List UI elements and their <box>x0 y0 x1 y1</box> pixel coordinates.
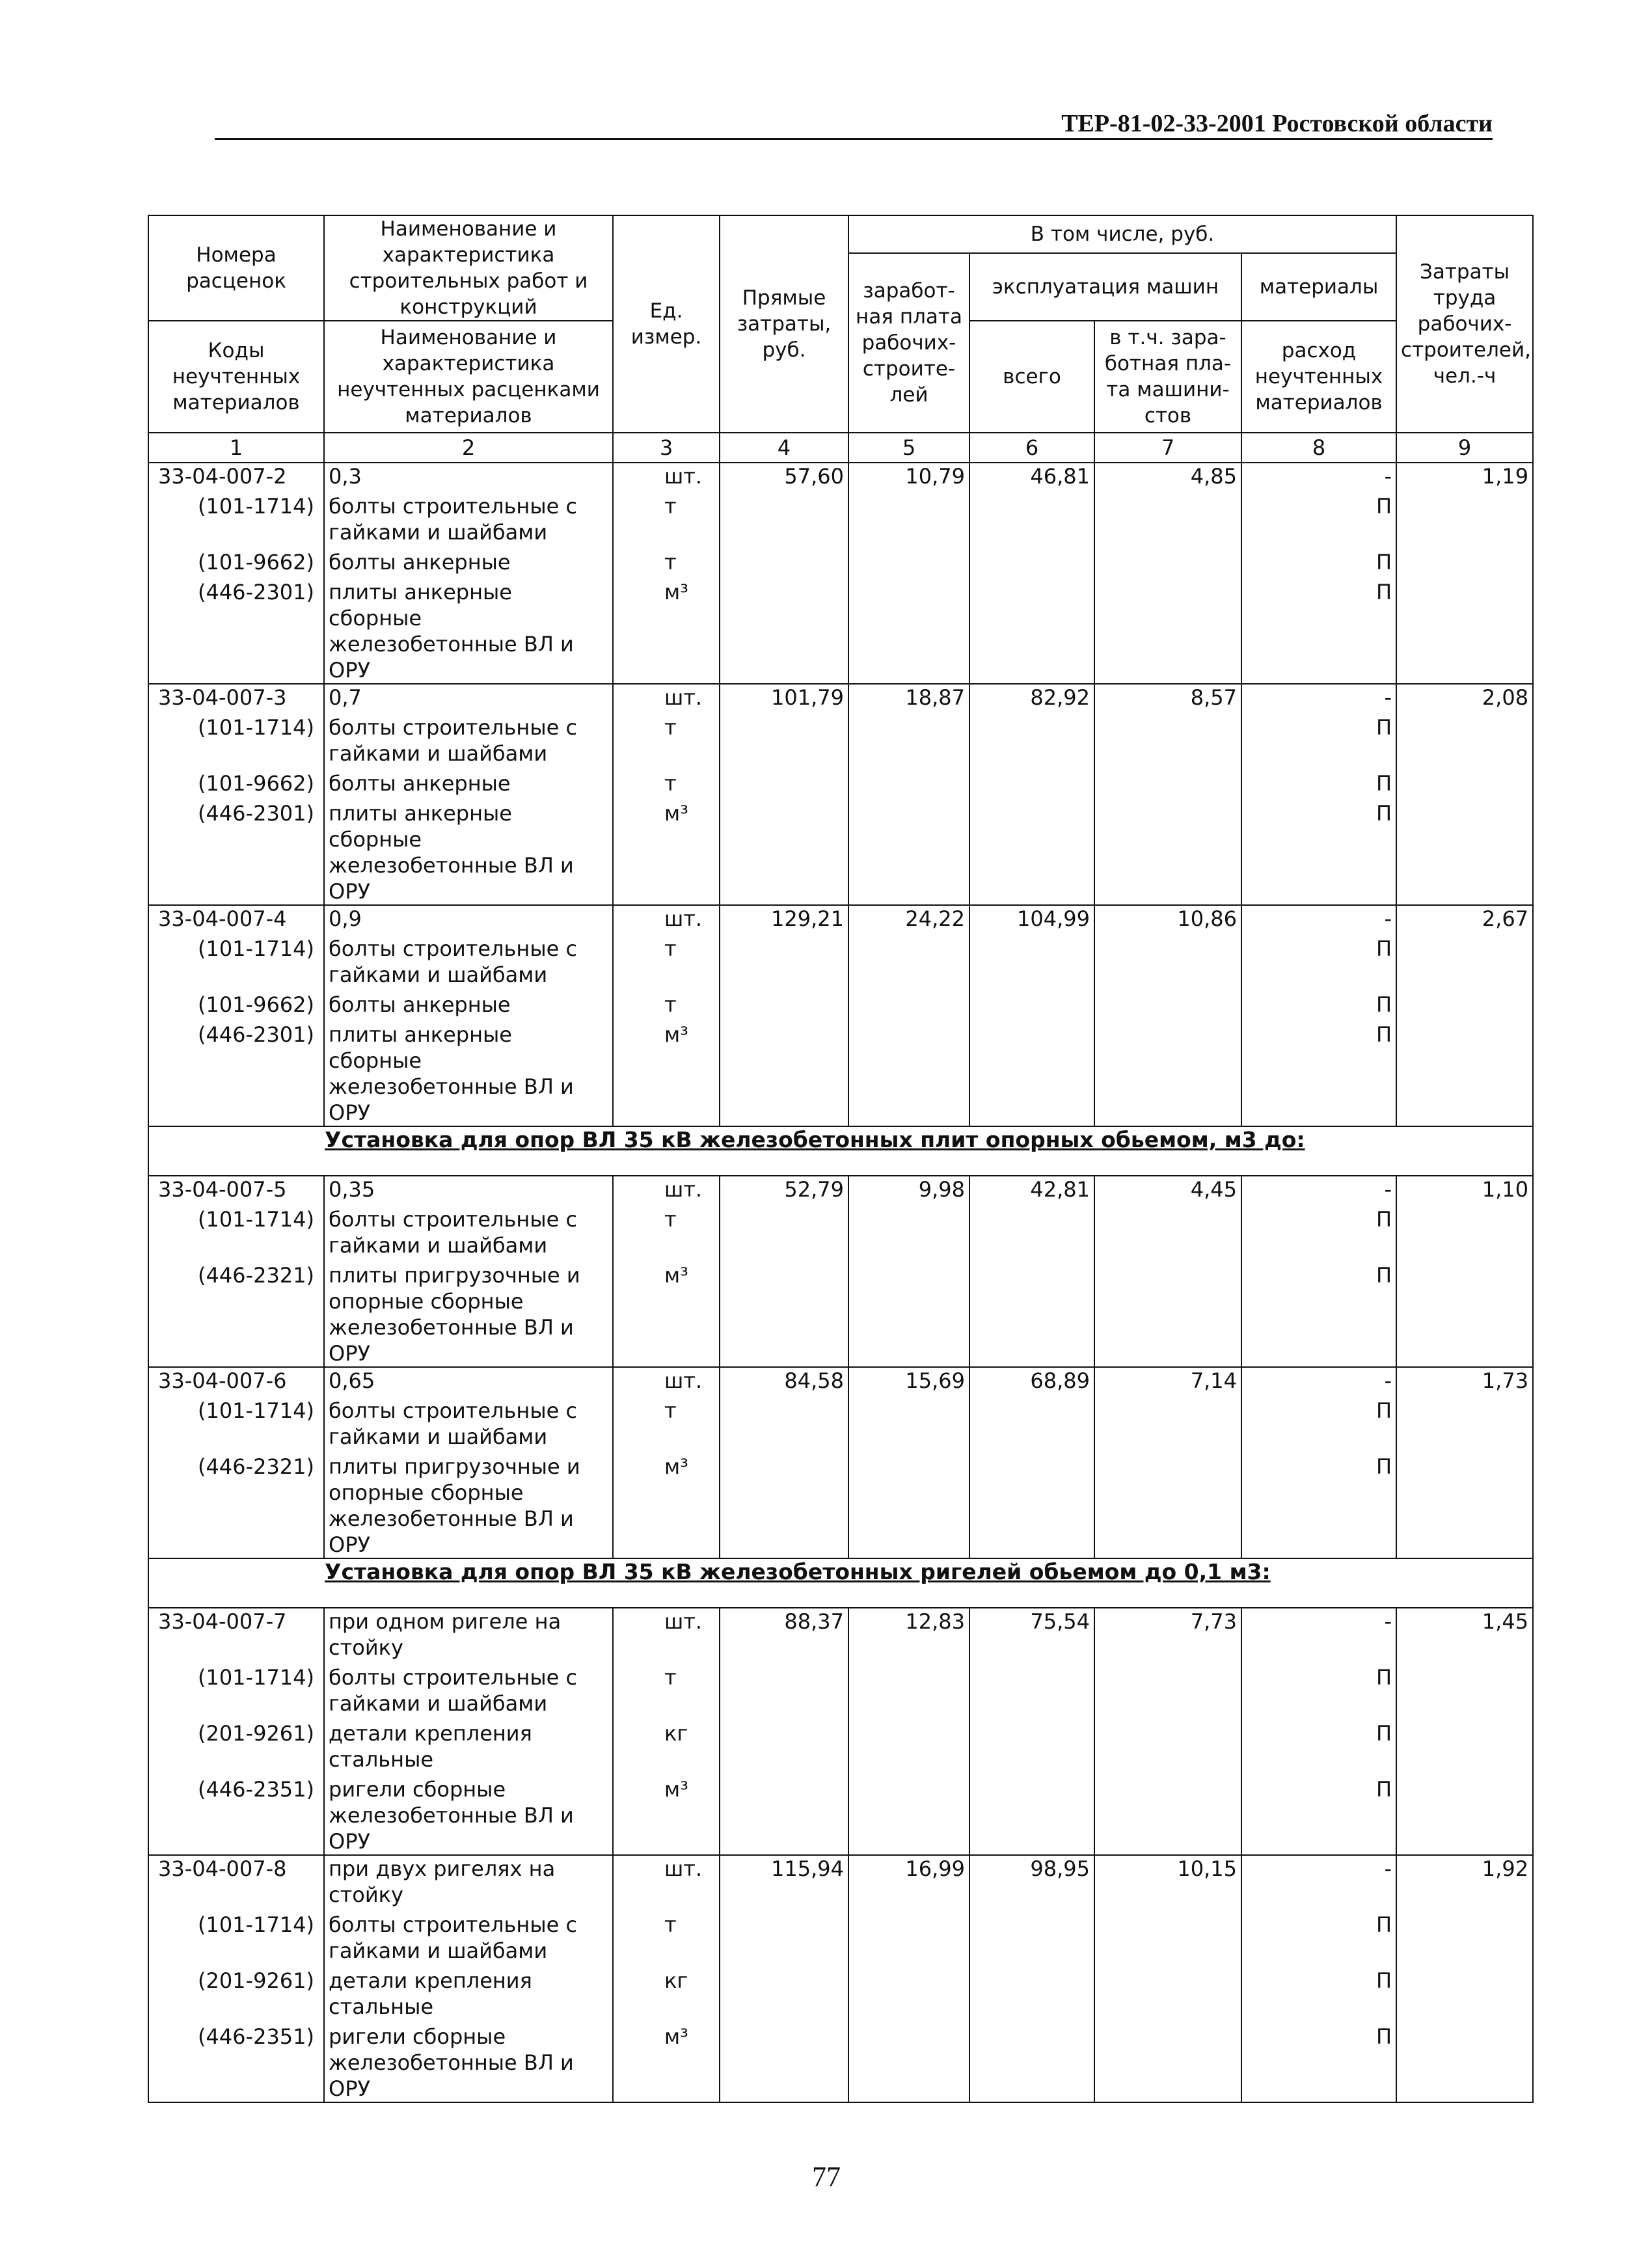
head-name-top: Наименование и характеристика строительных работ и конструкций <box>324 215 613 321</box>
name-cell: 0,3 <box>324 463 613 489</box>
wage-cell <box>848 1772 969 1855</box>
labor-cell <box>1396 2020 1533 2102</box>
material-row <box>148 711 1533 766</box>
rate-row <box>148 1608 1533 1661</box>
machinist-wage-cell <box>1094 1908 1241 1964</box>
name-cell: болты анкерные <box>324 545 613 575</box>
wage-cell <box>848 1908 969 1964</box>
labor-cell: 1,10 <box>1396 1176 1533 1202</box>
materials-cell: - <box>1241 463 1396 489</box>
machines-total-cell <box>969 1964 1094 2020</box>
direct-costs-cell <box>720 1202 848 1258</box>
direct-costs-cell <box>720 1450 848 1558</box>
direct-costs-cell <box>720 988 848 1018</box>
labor-cell: 2,08 <box>1396 684 1533 711</box>
unit-cell: м³ <box>613 1450 720 1558</box>
rate-row <box>148 1176 1533 1202</box>
materials-cell: П <box>1241 1202 1396 1258</box>
material-row <box>148 988 1533 1018</box>
rate-code-cell: (101-9662) <box>148 545 324 575</box>
material-row <box>148 1018 1533 1126</box>
rate-code-cell: (446-2351) <box>148 1772 324 1855</box>
head-labor-costs: Затраты труда рабочих- строителей, чел.-ч <box>1396 215 1533 433</box>
name-cell: болты анкерные <box>324 766 613 796</box>
rate-code-cell: (201-9261) <box>148 1716 324 1772</box>
wage-cell: 24,22 <box>848 905 969 932</box>
rate-code-cell: 33-04-007-4 <box>148 905 324 932</box>
machinist-wage-cell <box>1094 575 1241 684</box>
column-number: 6 <box>969 433 1094 463</box>
machines-total-cell <box>969 1716 1094 1772</box>
name-cell: болты строительные с гайками и шайбами <box>324 1394 613 1450</box>
wage-cell <box>848 988 969 1018</box>
direct-costs-cell: 57,60 <box>720 463 848 489</box>
machines-total-cell <box>969 545 1094 575</box>
unit-cell: шт. <box>613 1855 720 1908</box>
material-row <box>148 1450 1533 1558</box>
materials-cell: П <box>1241 1394 1396 1450</box>
wage-cell <box>848 1716 969 1772</box>
unit-cell: м³ <box>613 1018 720 1126</box>
materials-cell: П <box>1241 2020 1396 2102</box>
direct-costs-cell <box>720 796 848 905</box>
machines-total-cell <box>969 1772 1094 1855</box>
unit-cell: м³ <box>613 796 720 905</box>
direct-costs-cell <box>720 1258 848 1367</box>
direct-costs-cell <box>720 1018 848 1126</box>
unit-cell: т <box>613 988 720 1018</box>
rates-table <box>148 215 1534 2103</box>
wage-cell <box>848 545 969 575</box>
machinist-wage-cell: 7,14 <box>1094 1367 1241 1394</box>
rate-row <box>148 684 1533 711</box>
material-row <box>148 1394 1533 1450</box>
head-machines: эксплуатация машин <box>969 253 1241 321</box>
column-number: 7 <box>1094 433 1241 463</box>
head-material-names: Наименование и характеристика неучтенных расценками материалов <box>324 321 613 433</box>
labor-cell: 2,67 <box>1396 905 1533 932</box>
machines-total-cell <box>969 575 1094 684</box>
unit-cell: шт. <box>613 463 720 489</box>
machinist-wage-cell <box>1094 711 1241 766</box>
labor-cell: 1,19 <box>1396 463 1533 489</box>
labor-cell: 1,45 <box>1396 1608 1533 1661</box>
rate-code-cell: (101-1714) <box>148 932 324 988</box>
materials-cell: П <box>1241 1661 1396 1716</box>
rate-code-cell: (446-2301) <box>148 796 324 905</box>
unit-cell: м³ <box>613 1772 720 1855</box>
direct-costs-cell <box>720 2020 848 2102</box>
wage-cell: 12,83 <box>848 1608 969 1661</box>
wage-cell <box>848 575 969 684</box>
rate-code-cell: 33-04-007-3 <box>148 684 324 711</box>
machinist-wage-cell: 4,45 <box>1094 1176 1241 1202</box>
rate-code-cell: 33-04-007-2 <box>148 463 324 489</box>
unit-cell: т <box>613 1202 720 1258</box>
head-wages: заработ- ная плата рабочих- строите- лей <box>848 253 969 433</box>
machines-total-cell <box>969 711 1094 766</box>
labor-cell <box>1396 988 1533 1018</box>
direct-costs-cell <box>720 489 848 545</box>
wage-cell <box>848 1964 969 2020</box>
wage-cell <box>848 766 969 796</box>
unit-cell: т <box>613 1394 720 1450</box>
machinist-wage-cell: 10,15 <box>1094 1855 1241 1908</box>
name-cell: плиты анкерные сборные железобетонные ВЛ и ОРУ <box>324 796 613 905</box>
wage-cell: 16,99 <box>848 1855 969 1908</box>
machinist-wage-cell <box>1094 988 1241 1018</box>
labor-cell <box>1396 1661 1533 1716</box>
rate-code-cell: (101-1714) <box>148 1908 324 1964</box>
machinist-wage-cell <box>1094 1018 1241 1126</box>
material-row <box>148 1258 1533 1367</box>
name-cell: детали крепления стальные <box>324 1716 613 1772</box>
labor-cell <box>1396 1394 1533 1450</box>
material-row <box>148 1661 1533 1716</box>
labor-cell <box>1396 1716 1533 1772</box>
rate-code-cell: (101-9662) <box>148 988 324 1018</box>
document-header: ТЕР-81-02-33-2001 Ростовской области <box>215 109 1493 140</box>
machinist-wage-cell <box>1094 766 1241 796</box>
wage-cell: 9,98 <box>848 1176 969 1202</box>
rate-code-cell: 33-04-007-8 <box>148 1855 324 1908</box>
direct-costs-cell: 84,58 <box>720 1367 848 1394</box>
name-cell: детали крепления стальные <box>324 1964 613 2020</box>
column-number: 4 <box>720 433 848 463</box>
unit-cell: шт. <box>613 684 720 711</box>
rate-code-cell: (101-9662) <box>148 766 324 796</box>
labor-cell <box>1396 766 1533 796</box>
unit-cell: т <box>613 711 720 766</box>
column-number: 9 <box>1396 433 1533 463</box>
machines-total-cell: 75,54 <box>969 1608 1094 1661</box>
head-direct-costs: Прямые затраты, руб. <box>720 215 848 433</box>
material-row <box>148 1716 1533 1772</box>
head-materials: материалы <box>1241 253 1396 321</box>
machinist-wage-cell: 4,85 <box>1094 463 1241 489</box>
materials-cell: П <box>1241 988 1396 1018</box>
unit-cell: шт. <box>613 1608 720 1661</box>
machinist-wage-cell: 7,73 <box>1094 1608 1241 1661</box>
column-number: 3 <box>613 433 720 463</box>
material-row <box>148 766 1533 796</box>
labor-cell: 1,73 <box>1396 1367 1533 1394</box>
wage-cell <box>848 1450 969 1558</box>
unit-cell: м³ <box>613 1258 720 1367</box>
wage-cell: 10,79 <box>848 463 969 489</box>
rate-code-cell: (101-1714) <box>148 489 324 545</box>
rate-code-cell: (101-1714) <box>148 1394 324 1450</box>
wage-cell <box>848 1018 969 1126</box>
name-cell: болты анкерные <box>324 988 613 1018</box>
machinist-wage-cell: 10,86 <box>1094 905 1241 932</box>
section-heading: Установка для опор ВЛ 35 кВ железобетонных ригелей обьемом до 0,1 м3: <box>148 1558 1533 1608</box>
table-body <box>148 463 1533 2102</box>
direct-costs-cell: 101,79 <box>720 684 848 711</box>
labor-cell <box>1396 545 1533 575</box>
direct-costs-cell <box>720 1716 848 1772</box>
material-row <box>148 1772 1533 1855</box>
machinist-wage-cell <box>1094 1964 1241 2020</box>
material-row <box>148 1202 1533 1258</box>
rate-row <box>148 463 1533 489</box>
rate-code-cell: (101-1714) <box>148 1202 324 1258</box>
rate-code-cell: (101-1714) <box>148 711 324 766</box>
material-row <box>148 1908 1533 1964</box>
machines-total-cell <box>969 932 1094 988</box>
unit-cell: кг <box>613 1716 720 1772</box>
materials-cell: П <box>1241 796 1396 905</box>
material-row <box>148 1964 1533 2020</box>
unit-cell: т <box>613 1908 720 1964</box>
machinist-wage-cell: 8,57 <box>1094 684 1241 711</box>
materials-cell: П <box>1241 711 1396 766</box>
wage-cell <box>848 932 969 988</box>
head-codes-top: Номера расценок <box>148 215 324 321</box>
machinist-wage-cell <box>1094 932 1241 988</box>
wage-cell <box>848 489 969 545</box>
rate-row <box>148 1367 1533 1394</box>
unit-cell: т <box>613 766 720 796</box>
material-row <box>148 545 1533 575</box>
wage-cell <box>848 1202 969 1258</box>
labor-cell <box>1396 1450 1533 1558</box>
wage-cell <box>848 711 969 766</box>
materials-cell: П <box>1241 545 1396 575</box>
labor-cell <box>1396 796 1533 905</box>
rate-code-cell: (446-2301) <box>148 575 324 684</box>
wage-cell <box>848 796 969 905</box>
name-cell: при двух ригелях на стойку <box>324 1855 613 1908</box>
name-cell: болты строительные с гайками и шайбами <box>324 1908 613 1964</box>
name-cell: болты строительные с гайками и шайбами <box>324 932 613 988</box>
material-row <box>148 932 1533 988</box>
name-cell: при одном ригеле на стойку <box>324 1608 613 1661</box>
rate-code-cell: (446-2321) <box>148 1258 324 1367</box>
unit-cell: т <box>613 932 720 988</box>
labor-cell <box>1396 1202 1533 1258</box>
machinist-wage-cell <box>1094 796 1241 905</box>
material-row <box>148 489 1533 545</box>
name-cell: плиты пригрузочные и опорные сборные железобетонные ВЛ и ОРУ <box>324 1258 613 1367</box>
machines-total-cell <box>969 489 1094 545</box>
wage-cell: 15,69 <box>848 1367 969 1394</box>
rate-code-cell: (101-1714) <box>148 1661 324 1716</box>
unit-cell: т <box>613 1661 720 1716</box>
labor-cell <box>1396 1258 1533 1367</box>
column-number: 5 <box>848 433 969 463</box>
machines-total-cell <box>969 1661 1094 1716</box>
rate-code-cell: (201-9261) <box>148 1964 324 2020</box>
labor-cell <box>1396 1772 1533 1855</box>
table-head <box>148 215 1533 463</box>
machinist-wage-cell <box>1094 1202 1241 1258</box>
rate-code-cell: 33-04-007-5 <box>148 1176 324 1202</box>
column-number: 2 <box>324 433 613 463</box>
name-cell: плиты анкерные сборные железобетонные ВЛ и ОРУ <box>324 575 613 684</box>
head-material-codes: Коды неучтенных материалов <box>148 321 324 433</box>
labor-cell <box>1396 932 1533 988</box>
direct-costs-cell <box>720 711 848 766</box>
materials-cell: П <box>1241 1772 1396 1855</box>
materials-cell: П <box>1241 1716 1396 1772</box>
name-cell: болты строительные с гайками и шайбами <box>324 711 613 766</box>
machinist-wage-cell <box>1094 1716 1241 1772</box>
labor-cell <box>1396 1964 1533 2020</box>
direct-costs-cell: 52,79 <box>720 1176 848 1202</box>
machinist-wage-cell <box>1094 1258 1241 1367</box>
machines-total-cell <box>969 2020 1094 2102</box>
page-number: 77 <box>812 2161 841 2193</box>
wage-cell: 18,87 <box>848 684 969 711</box>
direct-costs-cell <box>720 575 848 684</box>
rate-code-cell: 33-04-007-6 <box>148 1367 324 1394</box>
machines-total-cell <box>969 1908 1094 1964</box>
material-row <box>148 2020 1533 2102</box>
direct-costs-cell <box>720 1661 848 1716</box>
unit-cell: т <box>613 545 720 575</box>
machines-total-cell: 42,81 <box>969 1176 1094 1202</box>
machinist-wage-cell <box>1094 545 1241 575</box>
machines-total-cell <box>969 766 1094 796</box>
unit-cell: шт. <box>613 1176 720 1202</box>
name-cell: болты строительные с гайками и шайбами <box>324 1202 613 1258</box>
rates-table-wrapper <box>148 215 1532 2103</box>
materials-cell: - <box>1241 1608 1396 1661</box>
machines-total-cell <box>969 1202 1094 1258</box>
machines-total-cell <box>969 1450 1094 1558</box>
material-row <box>148 796 1533 905</box>
labor-cell <box>1396 489 1533 545</box>
section-heading: Установка для опор ВЛ 35 кВ железобетонных плит опорных обьемом, м3 до: <box>148 1126 1533 1176</box>
machinist-wage-cell <box>1094 1661 1241 1716</box>
direct-costs-cell: 129,21 <box>720 905 848 932</box>
unit-cell: кг <box>613 1964 720 2020</box>
name-cell: 0,65 <box>324 1367 613 1394</box>
direct-costs-cell: 88,37 <box>720 1608 848 1661</box>
name-cell: 0,7 <box>324 684 613 711</box>
column-number: 8 <box>1241 433 1396 463</box>
machines-total-cell: 68,89 <box>969 1367 1094 1394</box>
name-cell: болты строительные с гайками и шайбами <box>324 489 613 545</box>
machines-total-cell: 98,95 <box>969 1855 1094 1908</box>
machines-total-cell <box>969 1258 1094 1367</box>
wage-cell <box>848 1661 969 1716</box>
materials-cell: - <box>1241 905 1396 932</box>
materials-cell: - <box>1241 684 1396 711</box>
direct-costs-cell <box>720 545 848 575</box>
wage-cell <box>848 2020 969 2102</box>
materials-cell: П <box>1241 766 1396 796</box>
unit-cell: шт. <box>613 905 720 932</box>
name-cell: плиты анкерные сборные железобетонные ВЛ и ОРУ <box>324 1018 613 1126</box>
labor-cell: 1,92 <box>1396 1855 1533 1908</box>
materials-cell: П <box>1241 1018 1396 1126</box>
rate-code-cell: (446-2351) <box>148 2020 324 2102</box>
material-row <box>148 575 1533 684</box>
machinist-wage-cell <box>1094 1394 1241 1450</box>
head-machines-total: всего <box>969 321 1094 433</box>
labor-cell <box>1396 1018 1533 1126</box>
column-number: 1 <box>148 433 324 463</box>
machines-total-cell: 82,92 <box>969 684 1094 711</box>
machines-total-cell <box>969 796 1094 905</box>
direct-costs-cell <box>720 1394 848 1450</box>
materials-cell: П <box>1241 575 1396 684</box>
name-cell: болты строительные с гайками и шайбами <box>324 1661 613 1716</box>
materials-cell: П <box>1241 1258 1396 1367</box>
machinist-wage-cell <box>1094 489 1241 545</box>
machines-total-cell: 104,99 <box>969 905 1094 932</box>
head-machinist-wages: в т.ч. зара- ботная пла- та машини- стов <box>1094 321 1241 433</box>
wage-cell <box>848 1258 969 1367</box>
machines-total-cell <box>969 988 1094 1018</box>
rate-row <box>148 1855 1533 1908</box>
wage-cell <box>848 1394 969 1450</box>
materials-cell: П <box>1241 1450 1396 1558</box>
materials-cell: - <box>1241 1176 1396 1202</box>
machinist-wage-cell <box>1094 1450 1241 1558</box>
direct-costs-cell <box>720 1772 848 1855</box>
name-cell: ригели сборные железобетонные ВЛ и ОРУ <box>324 2020 613 2102</box>
name-cell: 0,9 <box>324 905 613 932</box>
direct-costs-cell <box>720 1964 848 2020</box>
rate-code-cell: (446-2301) <box>148 1018 324 1126</box>
head-unit: Ед. измер. <box>613 215 720 433</box>
rate-code-cell: (446-2321) <box>148 1450 324 1558</box>
rate-row <box>148 905 1533 932</box>
head-including-group: В том числе, руб. <box>848 215 1396 253</box>
materials-cell: П <box>1241 932 1396 988</box>
unit-cell: т <box>613 489 720 545</box>
materials-cell: П <box>1241 1908 1396 1964</box>
machines-total-cell <box>969 1394 1094 1450</box>
name-cell: плиты пригрузочные и опорные сборные железобетонные ВЛ и ОРУ <box>324 1450 613 1558</box>
section-heading-row <box>148 1126 1533 1176</box>
unit-cell: м³ <box>613 575 720 684</box>
materials-cell: П <box>1241 1964 1396 2020</box>
direct-costs-cell: 115,94 <box>720 1855 848 1908</box>
name-cell: ригели сборные железобетонные ВЛ и ОРУ <box>324 1772 613 1855</box>
head-material-consumption: расход неучтенных материалов <box>1241 321 1396 433</box>
materials-cell: - <box>1241 1855 1396 1908</box>
machines-total-cell <box>969 1018 1094 1126</box>
direct-costs-cell <box>720 1908 848 1964</box>
machinist-wage-cell <box>1094 1772 1241 1855</box>
materials-cell: П <box>1241 489 1396 545</box>
direct-costs-cell <box>720 932 848 988</box>
direct-costs-cell <box>720 766 848 796</box>
materials-cell: - <box>1241 1367 1396 1394</box>
column-numbers-row <box>148 433 1533 463</box>
name-cell: 0,35 <box>324 1176 613 1202</box>
machines-total-cell: 46,81 <box>969 463 1094 489</box>
unit-cell: шт. <box>613 1367 720 1394</box>
labor-cell <box>1396 711 1533 766</box>
unit-cell: м³ <box>613 2020 720 2102</box>
section-heading-row <box>148 1558 1533 1608</box>
rate-code-cell: 33-04-007-7 <box>148 1608 324 1661</box>
labor-cell <box>1396 1908 1533 1964</box>
labor-cell <box>1396 575 1533 684</box>
machinist-wage-cell <box>1094 2020 1241 2102</box>
